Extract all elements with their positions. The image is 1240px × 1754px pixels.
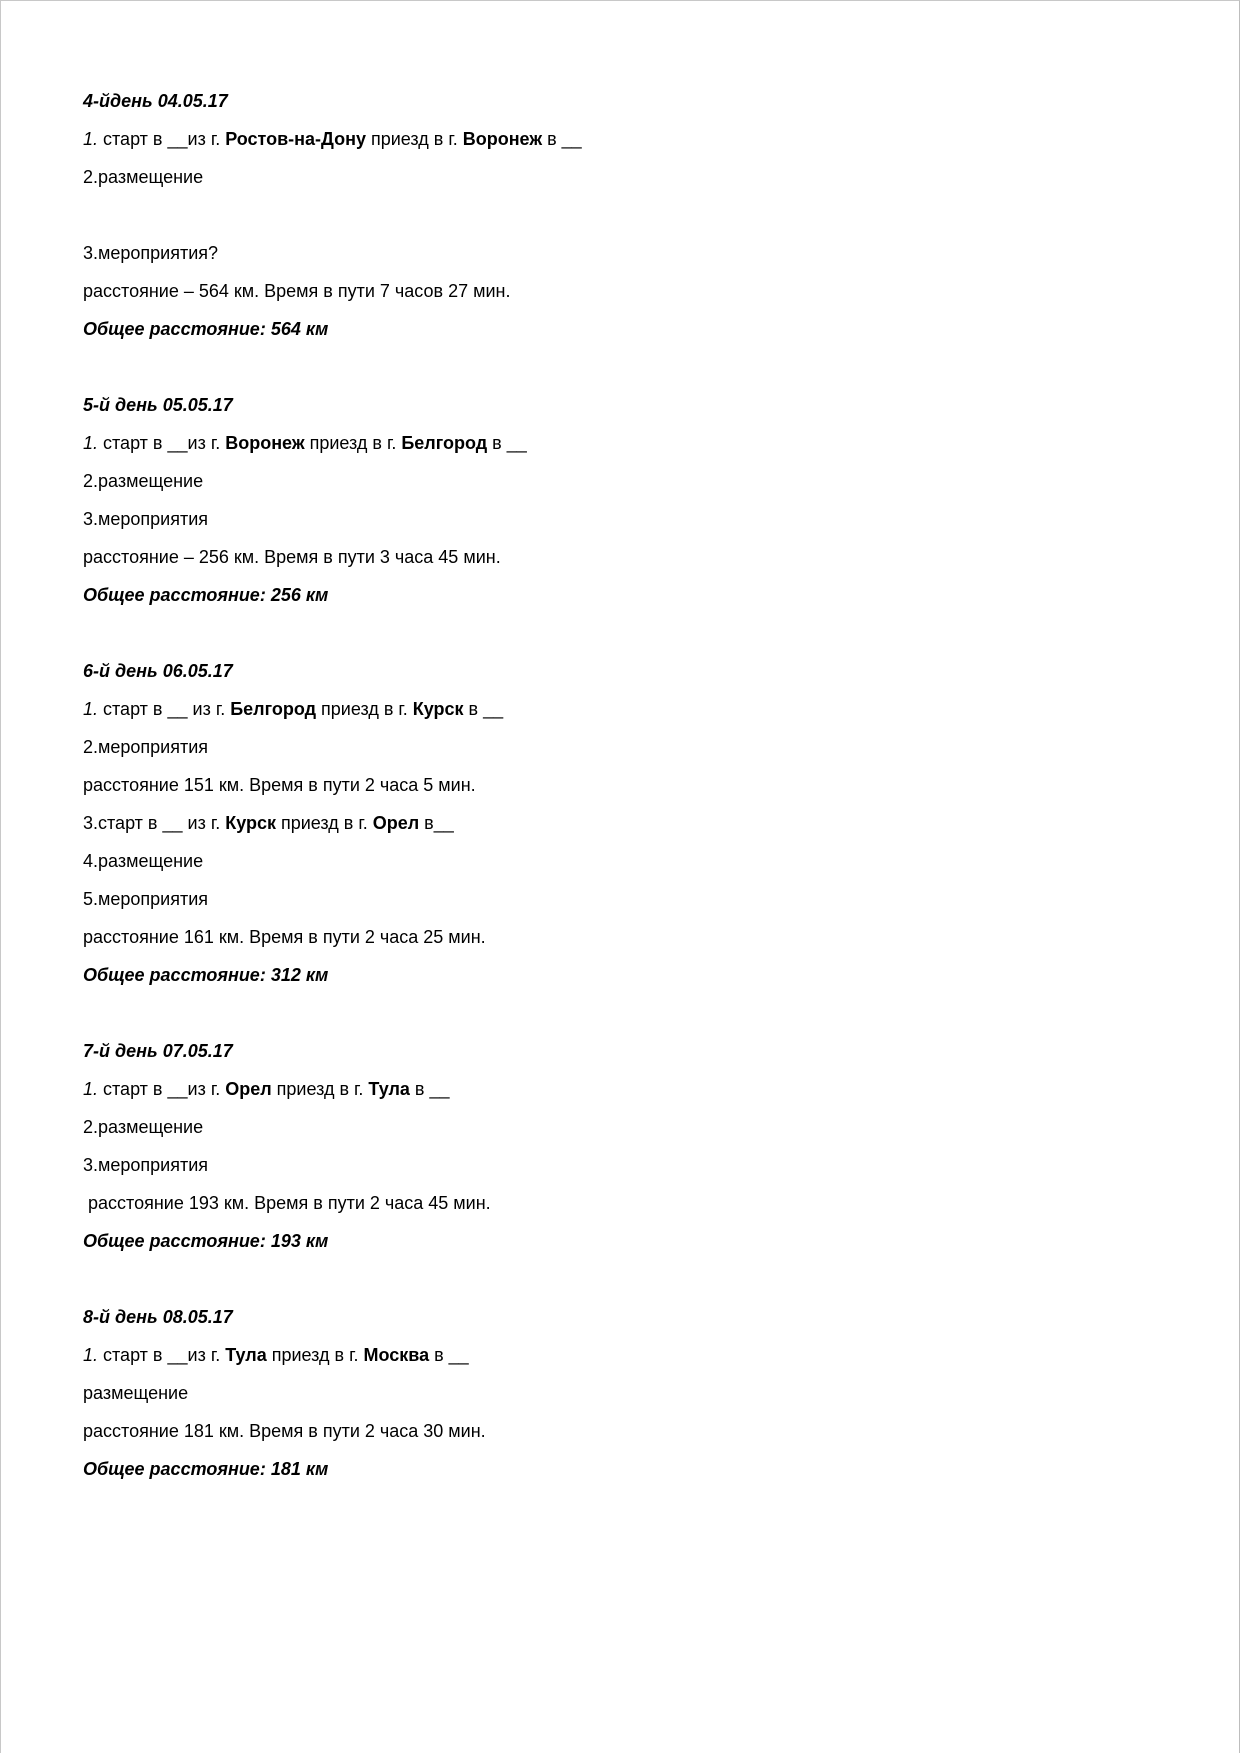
distance-line: расстояние 181 км. Время в пути 2 часа 30 мин. xyxy=(83,1421,486,1441)
blank-line xyxy=(83,203,1083,241)
item-number: 1. xyxy=(83,433,99,453)
route-text: старт в __из г. xyxy=(98,1345,226,1365)
departure-city: Тула xyxy=(225,1345,267,1365)
route-text: в __ xyxy=(542,129,582,149)
distance-line: расстояние – 564 км. Время в пути 7 часов 27 мин. xyxy=(83,281,511,301)
list-item: 3.мероприятия xyxy=(83,1155,209,1175)
day-section-8 xyxy=(83,1305,1083,1495)
route-line xyxy=(83,127,1083,165)
distance-line: расстояние 161 км. Время в пути 2 часа 25 мин. xyxy=(83,927,486,947)
item-number: 1. xyxy=(83,1079,99,1099)
list-item: 2.размещение xyxy=(83,1117,204,1137)
total-distance: Общее расстояние: 312 км xyxy=(83,965,329,985)
item-number: 1. xyxy=(83,1345,99,1365)
day-section-4 xyxy=(83,89,1083,355)
route-text: старт в __из г. xyxy=(98,129,226,149)
route-text: в __ xyxy=(487,433,527,453)
arrival-city: Воронеж xyxy=(462,129,543,149)
day-heading: 6-й день 06.05.17 xyxy=(83,661,233,681)
departure-city: Ростов-на-Дону xyxy=(225,129,366,149)
route-text: приезд в г. xyxy=(275,813,373,833)
spacer xyxy=(83,1001,1083,1039)
total-distance: Общее расстояние: 256 км xyxy=(83,585,329,605)
route-text: в__ xyxy=(419,813,454,833)
day-heading: 8-й день 08.05.17 xyxy=(83,1307,233,1327)
route-text: в __ xyxy=(463,699,504,719)
day-heading: 7-й день 07.05.17 xyxy=(83,1041,233,1061)
spacer xyxy=(83,621,1083,659)
route-text: приезд в г. xyxy=(304,433,402,453)
total-distance: Общее расстояние: 564 км xyxy=(83,319,329,339)
arrival-city: Тула xyxy=(368,1079,410,1099)
list-item: 3.мероприятия xyxy=(83,509,209,529)
route-line xyxy=(83,1077,1083,1115)
distance-line: расстояние 151 км. Время в пути 2 часа 5 мин. xyxy=(83,775,476,795)
spacer xyxy=(83,355,1083,393)
route-text: старт в __ из г. xyxy=(98,699,231,719)
arrival-city: Москва xyxy=(363,1345,430,1365)
list-item: 2.размещение xyxy=(83,471,204,491)
total-distance: Общее расстояние: 193 км xyxy=(83,1231,329,1251)
route-text: приезд в г. xyxy=(365,129,463,149)
route-text: приезд в г. xyxy=(271,1079,369,1099)
arrival-city: Орел xyxy=(372,813,420,833)
item-number: 1. xyxy=(83,699,99,719)
route-line-2 xyxy=(83,811,1083,849)
route-line xyxy=(83,1343,1083,1381)
route-line xyxy=(83,697,1083,735)
route-text: старт в __из г. xyxy=(98,1079,226,1099)
day-section-7 xyxy=(83,1039,1083,1267)
list-item: 3.мероприятия? xyxy=(83,243,219,263)
spacer xyxy=(83,1267,1083,1305)
list-item: 2.мероприятия xyxy=(83,737,209,757)
route-text: старт в __из г. xyxy=(98,433,226,453)
departure-city: Воронеж xyxy=(225,433,305,453)
route-text: в __ xyxy=(429,1345,469,1365)
route-text: приезд в г. xyxy=(266,1345,364,1365)
distance-line: расстояние – 256 км. Время в пути 3 часа 45 мин. xyxy=(83,547,501,567)
list-item: 5.мероприятия xyxy=(83,889,209,909)
item-number: 1. xyxy=(83,129,99,149)
departure-city: Белгород xyxy=(230,699,317,719)
departure-city: Курск xyxy=(225,813,276,833)
day-section-6 xyxy=(83,659,1083,1001)
list-item: размещение xyxy=(83,1383,189,1403)
arrival-city: Курск xyxy=(412,699,464,719)
route-line xyxy=(83,431,1083,469)
route-text: 3.старт в __ из г. xyxy=(83,813,226,833)
document-content xyxy=(83,89,1083,1495)
day-heading: 4-йдень 04.05.17 xyxy=(83,91,228,111)
list-item: 4.размещение xyxy=(83,851,204,871)
total-distance: Общее расстояние: 181 км xyxy=(83,1459,329,1479)
departure-city: Орел xyxy=(225,1079,272,1099)
list-item: 2.размещение xyxy=(83,167,204,187)
day-heading: 5-й день 05.05.17 xyxy=(83,395,233,415)
day-section-5 xyxy=(83,393,1083,621)
arrival-city: Белгород xyxy=(401,433,488,453)
route-text: приезд в г. xyxy=(316,699,413,719)
distance-line: расстояние 193 км. Время в пути 2 часа 45 мин. xyxy=(83,1193,491,1213)
route-text: в __ xyxy=(409,1079,450,1099)
